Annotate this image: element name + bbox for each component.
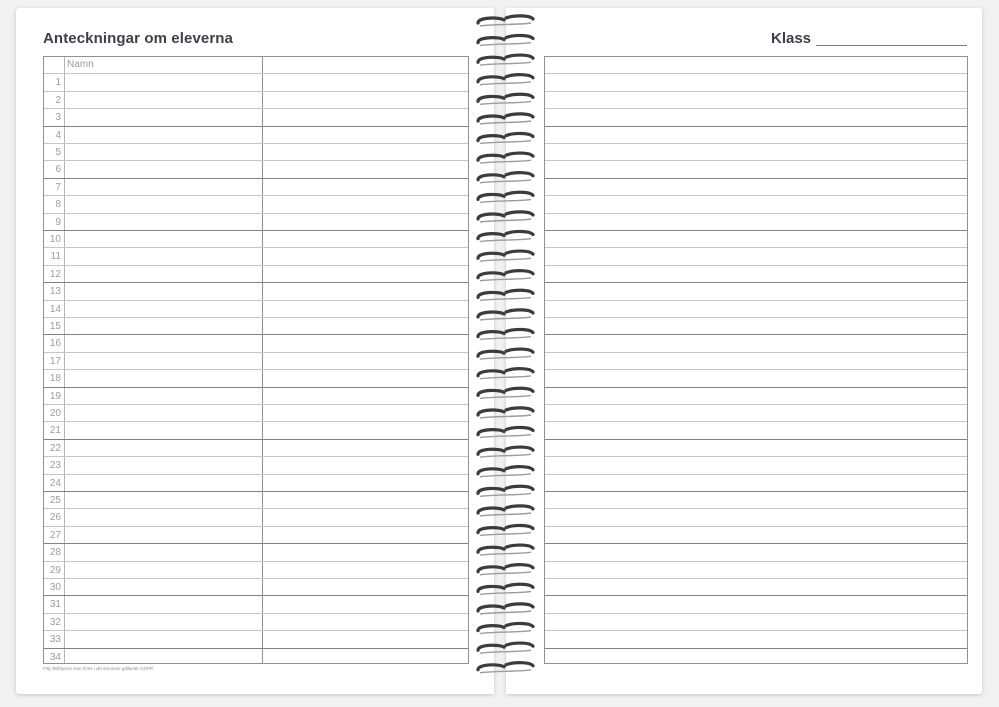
notes-lines-table <box>544 56 968 664</box>
row-number: 6 <box>55 164 61 176</box>
table-row[interactable] <box>545 562 967 579</box>
table-row[interactable] <box>545 457 967 474</box>
row-number: 4 <box>55 129 61 141</box>
spiral-coil <box>478 388 533 398</box>
table-row[interactable] <box>545 196 967 213</box>
table-row[interactable] <box>44 422 468 439</box>
row-number: 31 <box>49 599 61 611</box>
table-row[interactable] <box>44 562 468 579</box>
name-column-header: Namn <box>67 59 94 70</box>
row-number: 28 <box>49 547 61 559</box>
page-title: Anteckningar om eleverna <box>43 30 233 47</box>
row-number: 15 <box>49 321 61 332</box>
row-number: 12 <box>49 268 61 280</box>
table-row[interactable] <box>545 440 967 457</box>
table-row[interactable] <box>545 92 967 109</box>
table-row[interactable] <box>545 248 967 265</box>
table-row[interactable] <box>44 161 468 178</box>
table-row[interactable] <box>44 57 468 74</box>
spiral-coil <box>478 565 533 575</box>
row-number: 18 <box>49 373 61 385</box>
table-row[interactable] <box>545 422 967 439</box>
spiral-coil <box>478 584 533 594</box>
table-row[interactable] <box>545 301 967 318</box>
table-row[interactable] <box>545 370 967 387</box>
table-row[interactable] <box>545 57 967 74</box>
table-row[interactable] <box>44 388 468 405</box>
spiral-coil <box>478 212 533 222</box>
table-row[interactable] <box>545 353 967 370</box>
spiral-coil <box>478 290 533 300</box>
table-row[interactable] <box>44 179 468 196</box>
table-row[interactable] <box>44 127 468 144</box>
row-number: 29 <box>49 564 61 576</box>
table-row[interactable] <box>44 649 468 666</box>
spiral-coil <box>478 94 533 104</box>
spiral-coil <box>478 16 533 26</box>
table-row[interactable] <box>545 544 967 561</box>
student-notes-table <box>43 56 469 664</box>
table-row[interactable] <box>545 283 967 300</box>
gdpr-footnote: Följ riktlinjerna som finns i din kommun gällande GDPR. <box>43 666 155 671</box>
table-row[interactable] <box>545 74 967 91</box>
table-row[interactable] <box>44 301 468 318</box>
table-row[interactable] <box>545 475 967 492</box>
spiral-coil <box>478 525 533 535</box>
row-number: 30 <box>49 582 61 593</box>
table-row[interactable] <box>545 492 967 509</box>
table-row[interactable] <box>545 579 967 596</box>
row-number: 22 <box>49 442 61 454</box>
table-row[interactable] <box>44 492 468 509</box>
table-row[interactable] <box>44 614 468 631</box>
row-number: 25 <box>49 495 61 506</box>
spiral-coil <box>478 545 533 555</box>
spiral-coil <box>478 231 533 241</box>
row-number: 24 <box>49 477 61 489</box>
table-row[interactable] <box>545 527 967 544</box>
spiral-coil <box>478 369 533 379</box>
row-number: 3 <box>55 112 61 124</box>
row-number: 1 <box>55 77 61 89</box>
row-number: 8 <box>55 199 61 211</box>
table-row[interactable] <box>545 509 967 526</box>
spiral-coil <box>478 663 533 673</box>
row-number: 32 <box>49 616 61 628</box>
table-row[interactable] <box>545 631 967 648</box>
table-row[interactable] <box>44 196 468 213</box>
table-row[interactable] <box>44 248 468 265</box>
row-number: 16 <box>49 338 61 350</box>
class-input-line[interactable] <box>816 45 967 46</box>
spiral-coil <box>478 623 533 633</box>
table-row[interactable] <box>44 74 468 91</box>
table-row[interactable] <box>44 544 468 561</box>
table-row[interactable] <box>545 405 967 422</box>
table-row[interactable] <box>44 631 468 648</box>
row-number: 2 <box>55 94 61 106</box>
table-row[interactable] <box>545 318 967 335</box>
table-row[interactable] <box>44 231 468 248</box>
spiral-coil <box>478 486 533 496</box>
row-number: 14 <box>49 303 61 315</box>
table-row[interactable] <box>545 161 967 178</box>
table-row[interactable] <box>44 405 468 422</box>
table-row[interactable] <box>545 179 967 196</box>
spiral-coil <box>478 506 533 516</box>
spiral-coil <box>478 271 533 281</box>
spiral-coil <box>478 310 533 320</box>
table-row[interactable] <box>44 283 468 300</box>
spiral-binding <box>470 10 540 690</box>
table-row[interactable] <box>44 109 468 126</box>
spiral-coil <box>478 604 533 614</box>
table-row[interactable] <box>545 109 967 126</box>
table-row[interactable] <box>44 266 468 283</box>
row-number: 20 <box>49 408 61 419</box>
table-row[interactable] <box>44 92 468 109</box>
table-row[interactable] <box>44 318 468 335</box>
table-row[interactable] <box>545 231 967 248</box>
table-row[interactable] <box>44 353 468 370</box>
row-number: 27 <box>49 529 61 541</box>
class-label: Klass <box>771 30 812 47</box>
row-number: 7 <box>55 181 61 193</box>
table-row[interactable] <box>545 144 967 161</box>
row-number: 19 <box>49 390 61 402</box>
table-row[interactable] <box>545 335 967 352</box>
row-number: 9 <box>55 216 61 228</box>
table-row[interactable] <box>545 266 967 283</box>
spiral-coil <box>478 75 533 85</box>
table-row[interactable] <box>44 440 468 457</box>
row-number: 17 <box>49 355 61 367</box>
table-row[interactable] <box>44 457 468 474</box>
spiral-coil <box>478 192 533 202</box>
spiral-coil <box>478 114 533 124</box>
row-number: 10 <box>49 234 61 245</box>
spiral-coil <box>478 329 533 339</box>
table-row[interactable] <box>545 649 967 666</box>
spiral-coil <box>478 35 533 45</box>
spiral-coil <box>478 447 533 457</box>
table-row[interactable] <box>44 370 468 387</box>
table-row[interactable] <box>44 475 468 492</box>
spiral-coil <box>478 173 533 183</box>
row-number: 21 <box>49 425 61 437</box>
table-row[interactable] <box>545 127 967 144</box>
spiral-coil <box>478 643 533 653</box>
table-row[interactable] <box>44 596 468 613</box>
table-row[interactable] <box>44 335 468 352</box>
table-row[interactable] <box>545 614 967 631</box>
table-row[interactable] <box>545 214 967 231</box>
spiral-coil <box>478 427 533 437</box>
table-row[interactable] <box>44 509 468 526</box>
spiral-coil <box>478 55 533 65</box>
spiral-coil <box>478 153 533 163</box>
spiral-coil <box>478 133 533 143</box>
table-row[interactable] <box>44 144 468 161</box>
spiral-coil <box>478 349 533 359</box>
table-row[interactable] <box>545 596 967 613</box>
table-row[interactable] <box>44 527 468 544</box>
table-row[interactable] <box>44 214 468 231</box>
row-number: 11 <box>50 251 61 263</box>
spiral-coil <box>478 251 533 261</box>
spiral-coil <box>478 408 533 418</box>
row-number: 13 <box>49 286 61 298</box>
row-number: 5 <box>55 147 61 158</box>
spiral-coil <box>478 467 533 477</box>
row-number: 26 <box>49 512 61 524</box>
row-number: 23 <box>49 460 61 472</box>
table-row[interactable] <box>44 579 468 596</box>
row-number: 33 <box>49 634 61 646</box>
table-row[interactable] <box>545 388 967 405</box>
row-number: 34 <box>49 651 61 663</box>
